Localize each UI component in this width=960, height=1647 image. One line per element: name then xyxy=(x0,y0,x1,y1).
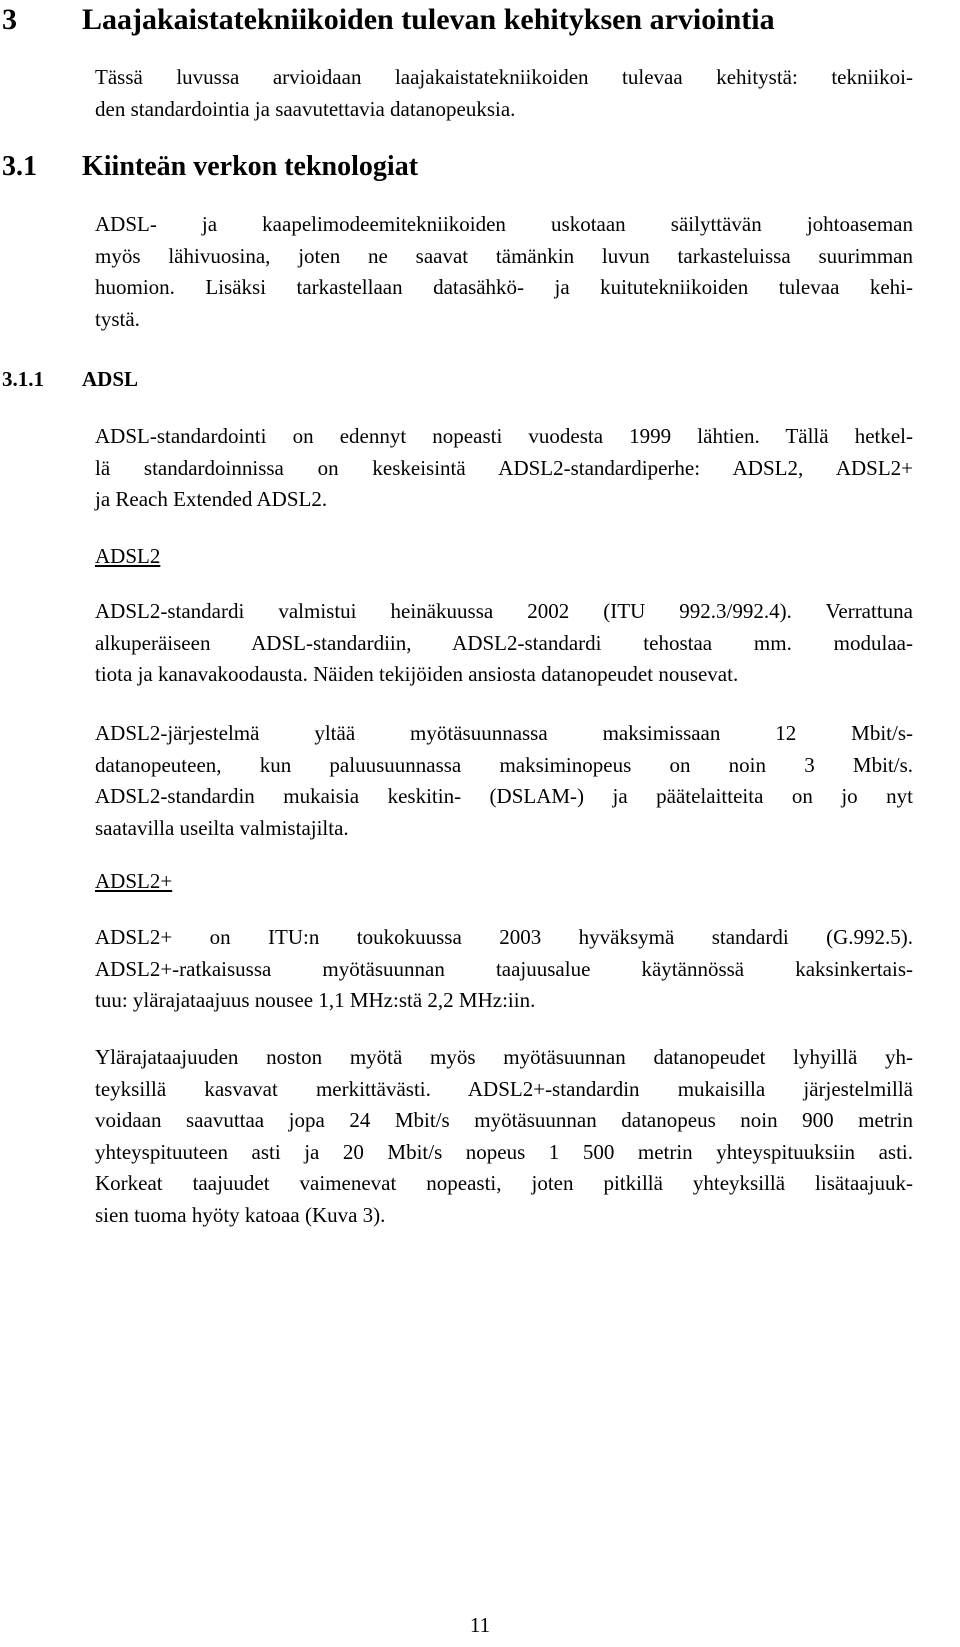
paragraph-line: sien tuoma hyöty katoaa (Kuva 3). xyxy=(95,1202,386,1227)
paragraph-line: voidaan saavuttaa jopa 24 Mbit/s myötäsuunnan datanopeus noin 900 metrin xyxy=(95,1108,913,1132)
paragraph-line: teyksillä kasvavat merkittävästi. ADSL2+-standardin mukaisilla järjestelmillä xyxy=(95,1076,913,1101)
adsl-paragraph xyxy=(95,421,913,516)
subsection-number: 3.1.1 xyxy=(2,367,44,391)
paragraph-line: huomion. Lisäksi tarkastellaan datasähkö- ja kuitutekniikoiden tulevaa kehi- xyxy=(95,275,913,299)
paragraph-line: ja Reach Extended ADSL2. xyxy=(95,487,328,511)
paragraph-line: ADSL2-järjestelmä yltää myötäsuunnassa maksimissaan 12 Mbit/s- xyxy=(95,721,913,745)
chapter-title: Laajakaistatekniikoiden tulevan kehityksen arviointia xyxy=(82,3,775,36)
subsection-title: ADSL xyxy=(82,367,139,391)
paragraph-line: datanopeuteen, kun paluusuunnassa maksiminopeus on noin 3 Mbit/s. xyxy=(95,752,913,777)
paragraph-line: saatavilla useilta valmistajilta. xyxy=(95,815,349,840)
section-paragraph xyxy=(95,209,913,335)
paragraph-line: den standardointia ja saavutettavia datanopeuksia. xyxy=(95,96,516,121)
paragraph-line: tuu: ylärajataajuus nousee 1,1 MHz:stä 2,2 MHz:iin. xyxy=(95,988,536,1012)
paragraph-line: yhteyspituuteen asti ja 20 Mbit/s nopeus 1 500 metrin yhteyspituuksiin asti. xyxy=(95,1139,913,1164)
adsl2plus-paragraph-2 xyxy=(95,1042,913,1231)
adsl2-title: ADSL2 xyxy=(95,544,161,568)
adsl2plus-paragraph-1 xyxy=(95,922,913,1017)
intro-paragraph xyxy=(95,62,913,125)
paragraph-line: tystä. xyxy=(95,306,140,331)
paragraph-line: ADSL2+ on ITU:n toukokuussa 2003 hyväksymä standardi (G.992.5). xyxy=(95,925,913,949)
section-title: Kiinteän verkon teknologiat xyxy=(82,151,419,182)
paragraph-line: ADSL- ja kaapelimodeemitekniikoiden uskotaan säilyttävän johtoaseman xyxy=(95,212,913,236)
paragraph-line: Korkeat taajuudet vaimenevat nopeasti, joten pitkillä yhteyksillä lisätaajuuk- xyxy=(95,1171,913,1195)
paragraph-line: Ylärajataajuuden noston myötä myös myötäsuunnan datanopeudet lyhyillä yh- xyxy=(95,1045,913,1069)
paragraph-line: ADSL2+-ratkaisussa myötäsuunnan taajuusalue käytännössä kaksinkertais- xyxy=(95,956,913,981)
paragraph-line: lä standardoinnissa on keskeisintä ADSL2-standardiperhe: ADSL2, ADSL2+ xyxy=(95,455,913,480)
adsl2plus-title: ADSL2+ xyxy=(95,869,173,893)
chapter-number: 3 xyxy=(2,3,17,36)
paragraph-line: ADSL-standardointi on edennyt nopeasti vuodesta 1999 lähtien. Tällä hetkel- xyxy=(95,424,913,448)
paragraph-line: ADSL2-standardi valmistui heinäkuussa 2002 (ITU 992.3/992.4). Verrattuna xyxy=(95,599,913,623)
paragraph-line: alkuperäiseen ADSL-standardiin, ADSL2-standardi tehostaa mm. modulaa- xyxy=(95,630,913,655)
adsl2-paragraph-1 xyxy=(95,596,913,691)
paragraph-line: tiota ja kanavakoodausta. Näiden tekijöiden ansiosta datanopeudet nousevat. xyxy=(95,662,739,686)
paragraph-line: myös lähivuosina, joten ne saavat tämänkin luvun tarkasteluissa suurimman xyxy=(95,243,913,268)
paragraph-line: ADSL2-standardin mukaisia keskitin- (DSLAM-) ja päätelaitteita on jo nyt xyxy=(95,784,913,808)
paragraph-line: Tässä luvussa arvioidaan laajakaistatekniikoiden tulevaa kehitystä: tekniikoi- xyxy=(95,65,913,89)
section-number: 3.1 xyxy=(2,151,37,182)
page-number: 11 xyxy=(469,1613,491,1637)
adsl2-paragraph-2 xyxy=(95,718,913,844)
